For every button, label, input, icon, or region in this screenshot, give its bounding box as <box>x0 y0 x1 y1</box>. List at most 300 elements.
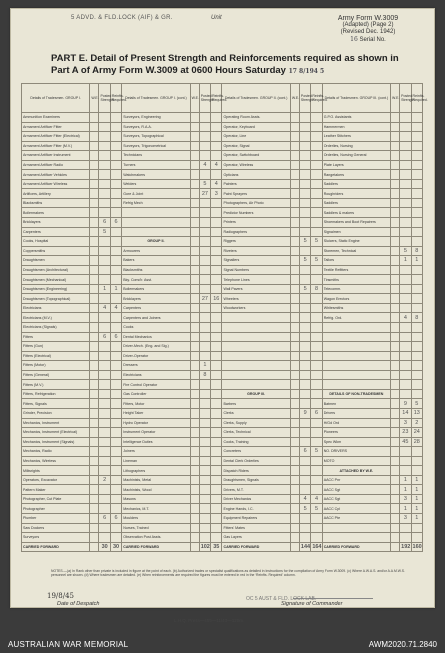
count-cell <box>311 160 322 170</box>
despatch-label: Date of Despatch <box>57 601 100 607</box>
count-cell <box>311 523 322 533</box>
count-cell: 9 <box>299 408 310 418</box>
count-cell <box>90 513 99 523</box>
trade-label: Observation Post Assts. <box>122 533 190 543</box>
count-cell <box>90 218 99 228</box>
archive-reference: AWM2020.71.2840 <box>368 640 437 649</box>
count-cell <box>391 523 400 533</box>
trade-label: DETAILS OF NON-TRADESMEN <box>322 389 390 399</box>
carried-forward-label: CARRIED FORWARD <box>222 542 290 552</box>
count-cell <box>299 313 310 323</box>
trade-label: Bakers <box>122 256 190 266</box>
table-row <box>22 284 423 294</box>
trade-label <box>222 351 290 361</box>
trade-label: Fitters' Mates <box>222 523 290 533</box>
count-cell <box>391 447 400 457</box>
table-row <box>22 456 423 466</box>
carried-forward-label: CARRIED FORWARD <box>322 542 390 552</box>
count-cell <box>110 122 121 132</box>
count-cell <box>311 323 322 333</box>
count-cell <box>391 428 400 438</box>
trade-label: Whitesmiths <box>322 303 390 313</box>
count-cell <box>110 189 121 199</box>
count-cell <box>290 275 299 285</box>
count-cell <box>299 332 310 342</box>
count-cell <box>290 198 299 208</box>
trade-label: Surveyors, Topographical <box>122 132 190 142</box>
count-cell: 1 <box>411 513 422 523</box>
trade-label: Painters <box>222 179 290 189</box>
table-row <box>22 198 423 208</box>
count-cell <box>110 256 121 266</box>
count-cell <box>99 504 110 514</box>
count-cell <box>199 437 210 447</box>
trade-label: Fitters <box>22 332 90 342</box>
count-cell <box>199 523 210 533</box>
trade-label: Plate Layers <box>322 160 390 170</box>
count-cell <box>391 533 400 543</box>
count-cell <box>190 389 199 399</box>
count-cell <box>90 265 99 275</box>
count-cell <box>411 189 422 199</box>
count-cell <box>90 494 99 504</box>
trade-label: Radiographers <box>222 227 290 237</box>
form-title <box>51 53 417 78</box>
count-cell <box>311 466 322 476</box>
trade-label: Joiners <box>122 447 190 457</box>
trade-label: Saddlers & makers <box>322 208 390 218</box>
count-cell <box>99 113 110 123</box>
trade-label: Draughtsmen <box>22 256 90 266</box>
count-cell <box>391 313 400 323</box>
count-cell <box>190 399 199 409</box>
count-cell <box>391 170 400 180</box>
count-cell: 2 <box>411 418 422 428</box>
trade-label: Grinder, Precision <box>22 408 90 418</box>
count-cell <box>411 533 422 543</box>
trade-label: Shoemakers and Boot Repairers <box>322 218 390 228</box>
count-cell <box>391 323 400 333</box>
count-cell <box>110 523 121 533</box>
count-cell <box>311 342 322 352</box>
trade-label: Operating Room Assts. <box>222 113 290 123</box>
table-row <box>22 208 423 218</box>
count-cell <box>311 437 322 447</box>
count-cell <box>391 351 400 361</box>
table-header-row <box>22 84 423 113</box>
count-cell: 1 <box>400 475 411 485</box>
count-cell <box>299 122 310 132</box>
count-cell <box>290 218 299 228</box>
count-cell <box>190 294 199 304</box>
count-cell <box>411 132 422 142</box>
count-cell <box>199 122 210 132</box>
form-revised: (Revised Dec. 1942) <box>340 29 396 35</box>
despatch-date: 19/8/45 <box>47 592 74 600</box>
trade-label: Wheelers <box>222 294 290 304</box>
col-header: Posted Strength. <box>400 84 411 113</box>
trade-label: Carpenters <box>122 303 190 313</box>
table-row <box>22 227 423 237</box>
trade-label: Riveters <box>222 246 290 256</box>
count-cell <box>391 132 400 142</box>
count-cell <box>99 370 110 380</box>
count-cell <box>190 361 199 371</box>
count-cell <box>211 418 222 428</box>
count-cell <box>411 342 422 352</box>
count-cell <box>411 275 422 285</box>
count-cell <box>90 189 99 199</box>
count-cell <box>211 437 222 447</box>
count-cell <box>290 361 299 371</box>
trade-label: Gas Controller <box>122 389 190 399</box>
count-cell <box>90 361 99 371</box>
trade-label <box>322 332 390 342</box>
count-cell <box>99 466 110 476</box>
count-cell <box>290 456 299 466</box>
count-cell <box>90 160 99 170</box>
count-cell <box>400 332 411 342</box>
count-cell <box>391 179 400 189</box>
count-cell <box>211 237 222 247</box>
count-cell <box>211 198 222 208</box>
table-row <box>22 122 423 132</box>
count-cell: 5 <box>299 237 310 247</box>
trade-label: Mechanics, Instrument (Signals) <box>22 437 90 447</box>
count-cell <box>400 361 411 371</box>
count-cell <box>110 466 121 476</box>
trade-label: Pattern Maker <box>22 485 90 495</box>
trade-label: Saw Dockers <box>22 523 90 533</box>
count-cell <box>290 246 299 256</box>
trade-label: Opticians <box>222 170 290 180</box>
count-cell <box>400 351 411 361</box>
trade-label: Drivers <box>322 408 390 418</box>
count-cell: 8 <box>311 284 322 294</box>
trade-label: Signallers <box>222 256 290 266</box>
count-cell <box>391 151 400 161</box>
count-cell: 5 <box>311 447 322 457</box>
count-cell: 24 <box>411 428 422 438</box>
count-cell <box>290 151 299 161</box>
count-cell <box>290 523 299 533</box>
count-cell: 8 <box>411 313 422 323</box>
trade-label: Roughriders <box>322 189 390 199</box>
count-cell <box>190 523 199 533</box>
trade-label: Clerks, Supply <box>222 418 290 428</box>
trade-label: Masons <box>122 494 190 504</box>
table-row <box>22 323 423 333</box>
trade-label: Fitters, Refrigeration <box>22 389 90 399</box>
count-cell <box>411 466 422 476</box>
count-cell <box>400 466 411 476</box>
count-cell <box>411 523 422 533</box>
count-cell <box>211 485 222 495</box>
trade-label: Wall Pavers <box>222 284 290 294</box>
count-cell <box>190 332 199 342</box>
count-cell <box>199 494 210 504</box>
count-cell <box>400 227 411 237</box>
count-cell <box>199 227 210 237</box>
count-cell <box>311 361 322 371</box>
trade-label: Tailors <box>322 256 390 266</box>
table-row <box>22 342 423 352</box>
count-cell: 1 <box>110 284 121 294</box>
count-cell <box>299 189 310 199</box>
trade-label <box>222 342 290 352</box>
count-cell: 9 <box>400 399 411 409</box>
trade-label: H/Gd Ord <box>322 418 390 428</box>
count-cell <box>99 361 110 371</box>
count-cell <box>110 361 121 371</box>
count-cell: 5 <box>400 246 411 256</box>
count-cell <box>110 113 121 123</box>
count-cell <box>299 113 310 123</box>
count-cell <box>400 342 411 352</box>
trade-label: Armament Artificer Vehicles <box>22 170 90 180</box>
count-cell <box>199 504 210 514</box>
count-cell <box>199 113 210 123</box>
count-cell <box>99 132 110 142</box>
carried-forward-value <box>190 542 199 552</box>
count-cell <box>90 389 99 399</box>
count-cell <box>199 141 210 151</box>
count-cell <box>199 218 210 228</box>
count-cell <box>211 523 222 533</box>
count-cell <box>299 141 310 151</box>
trade-label <box>122 208 190 218</box>
count-cell <box>400 294 411 304</box>
carried-forward-value: 30 <box>99 542 110 552</box>
count-cell <box>199 418 210 428</box>
count-cell: 1 <box>411 504 422 514</box>
count-cell <box>299 275 310 285</box>
count-cell <box>99 485 110 495</box>
count-cell: 5 <box>299 504 310 514</box>
count-cell <box>90 475 99 485</box>
trade-label <box>222 332 290 342</box>
count-cell <box>211 218 222 228</box>
col-header: Posted Strength. <box>99 84 110 113</box>
trade-label: Armament Artificer Fitter (Electrical) <box>22 132 90 142</box>
count-cell <box>211 399 222 409</box>
trade-label: Machinists, Wood <box>122 485 190 495</box>
trade-label: Welders <box>122 179 190 189</box>
count-cell <box>211 389 222 399</box>
count-cell <box>411 332 422 342</box>
count-cell <box>190 533 199 543</box>
count-cell <box>199 428 210 438</box>
count-cell <box>400 218 411 228</box>
count-cell: 6 <box>110 218 121 228</box>
col-header: Reinfts. Required. <box>211 84 222 113</box>
count-cell <box>290 141 299 151</box>
trade-label: Technicians <box>122 151 190 161</box>
trade-label: Mechanics, Instrument (Electrical) <box>22 428 90 438</box>
trade-label: Armament Artificer Wireless <box>22 179 90 189</box>
count-cell <box>290 533 299 543</box>
count-cell <box>99 122 110 132</box>
count-cell: 45 <box>400 437 411 447</box>
count-cell <box>311 208 322 218</box>
table-row <box>22 523 423 533</box>
trade-label: Fire Control Operator <box>122 380 190 390</box>
count-cell <box>110 437 121 447</box>
trade-label: Draughtsmen (Topographical) <box>22 294 90 304</box>
serial-label: Serial No. <box>359 37 386 43</box>
count-cell <box>90 399 99 409</box>
count-cell <box>190 151 199 161</box>
count-cell <box>90 179 99 189</box>
count-cell <box>311 141 322 151</box>
count-cell <box>199 485 210 495</box>
count-cell <box>211 284 222 294</box>
count-cell <box>400 323 411 333</box>
count-cell: 4 <box>400 313 411 323</box>
table-row <box>22 418 423 428</box>
form-notes: NOTES.—(a) In Rank other than private is included in figure at the point of each. (b) Authorized trades or specialist qualifications as detailed in Instructions for the compilation of Army Form W.3009. (c) Where A.W.A.S. and/or A.A.M.W.S. personnel are shown. (d) Where tradesmen are detailed. (e) When reinforcements are required the figures must be entered in red in the ‘Reinfts. Required’ column. <box>51 569 405 578</box>
count-cell: 6 <box>110 513 121 523</box>
count-cell <box>199 132 210 142</box>
count-cell: 6 <box>99 513 110 523</box>
count-cell <box>211 151 222 161</box>
count-cell <box>190 418 199 428</box>
carried-forward-value: 144 <box>300 543 311 550</box>
trade-label: Photographer <box>22 504 90 514</box>
count-cell: 13 <box>411 408 422 418</box>
count-cell <box>110 447 121 457</box>
count-cell <box>99 246 110 256</box>
count-cell <box>391 218 400 228</box>
count-cell <box>199 275 210 285</box>
count-cell <box>400 189 411 199</box>
count-cell <box>190 428 199 438</box>
trade-label: Leather Stitchers <box>322 132 390 142</box>
count-cell <box>199 265 210 275</box>
count-cell: 1 <box>199 361 210 371</box>
count-cell <box>311 189 322 199</box>
count-cell <box>190 408 199 418</box>
count-cell <box>391 275 400 285</box>
count-cell <box>411 141 422 151</box>
count-cell <box>190 466 199 476</box>
count-cell <box>290 122 299 132</box>
count-cell <box>290 323 299 333</box>
trade-label: Watchmakers <box>122 170 190 180</box>
count-cell <box>290 284 299 294</box>
trade-label: Riggers <box>222 237 290 247</box>
table-row <box>22 113 423 123</box>
count-cell <box>211 122 222 132</box>
count-cell <box>199 447 210 457</box>
table-row <box>22 179 423 189</box>
col-header: Posted Strength. <box>199 84 210 113</box>
count-cell <box>290 170 299 180</box>
trade-label: Predictor Numbers <box>222 208 290 218</box>
count-cell <box>90 275 99 285</box>
count-cell <box>90 380 99 390</box>
count-cell <box>211 428 222 438</box>
count-cell <box>290 494 299 504</box>
count-cell <box>299 428 310 438</box>
trade-label: Nurses, Trained <box>122 523 190 533</box>
count-cell <box>99 313 110 323</box>
carried-forward-label: CARRIED FORWARD <box>22 542 90 552</box>
count-cell <box>99 294 110 304</box>
trade-label: MOTO <box>322 456 390 466</box>
count-cell <box>90 485 99 495</box>
trade-label: Driver Mechanics <box>222 494 290 504</box>
trade-label: Millwrights <box>22 466 90 476</box>
trade-label: Surveyors, R.A.A. <box>122 122 190 132</box>
count-cell <box>99 351 110 361</box>
trade-label: Refrig. Ord. <box>322 313 390 323</box>
count-cell <box>311 122 322 132</box>
count-cell <box>290 256 299 266</box>
count-cell <box>299 198 310 208</box>
count-cell <box>90 303 99 313</box>
count-cell <box>110 533 121 543</box>
count-cell <box>391 380 400 390</box>
count-cell <box>411 113 422 123</box>
count-cell <box>290 389 299 399</box>
trade-label: Clerks <box>222 408 290 418</box>
count-cell <box>411 170 422 180</box>
count-cell <box>90 170 99 180</box>
table-row <box>22 485 423 495</box>
count-cell <box>411 284 422 294</box>
trade-label: Orderlies, Nursing <box>322 141 390 151</box>
count-cell <box>391 113 400 123</box>
count-cell <box>90 447 99 457</box>
count-cell <box>190 218 199 228</box>
table-row <box>22 189 423 199</box>
trade-label: Coppersmiths <box>22 246 90 256</box>
count-cell <box>299 294 310 304</box>
count-cell <box>110 418 121 428</box>
count-cell <box>299 132 310 142</box>
table-row <box>22 361 423 371</box>
count-cell <box>99 523 110 533</box>
count-cell <box>99 160 110 170</box>
count-cell <box>400 370 411 380</box>
count-cell <box>299 361 310 371</box>
trade-label: Driver-Mech. (Eng. and Sig.) <box>122 342 190 352</box>
count-cell <box>290 332 299 342</box>
count-cell <box>211 342 222 352</box>
count-cell <box>311 380 322 390</box>
trade-label: Operator, Wireless <box>222 160 290 170</box>
table-row <box>22 218 423 228</box>
carried-forward-label: CARRIED FORWARD <box>122 542 190 552</box>
count-cell <box>411 456 422 466</box>
count-cell <box>190 141 199 151</box>
count-cell <box>290 437 299 447</box>
count-cell <box>391 265 400 275</box>
title-text: Detail of Present Strength and Reinforcements required as shown in Part A of Army Form W.3009 at 0600 Hours Saturday <box>51 53 399 76</box>
print-code: L.H.Q. Press—455—11/43—120m. <box>174 618 245 623</box>
count-cell <box>90 113 99 123</box>
count-cell: 27 <box>199 294 210 304</box>
trade-label: Refrig Mech <box>122 198 190 208</box>
count-cell <box>110 494 121 504</box>
count-cell <box>211 303 222 313</box>
count-cell <box>90 132 99 142</box>
count-cell <box>211 408 222 418</box>
count-cell <box>290 399 299 409</box>
count-cell <box>391 361 400 371</box>
count-cell <box>211 380 222 390</box>
